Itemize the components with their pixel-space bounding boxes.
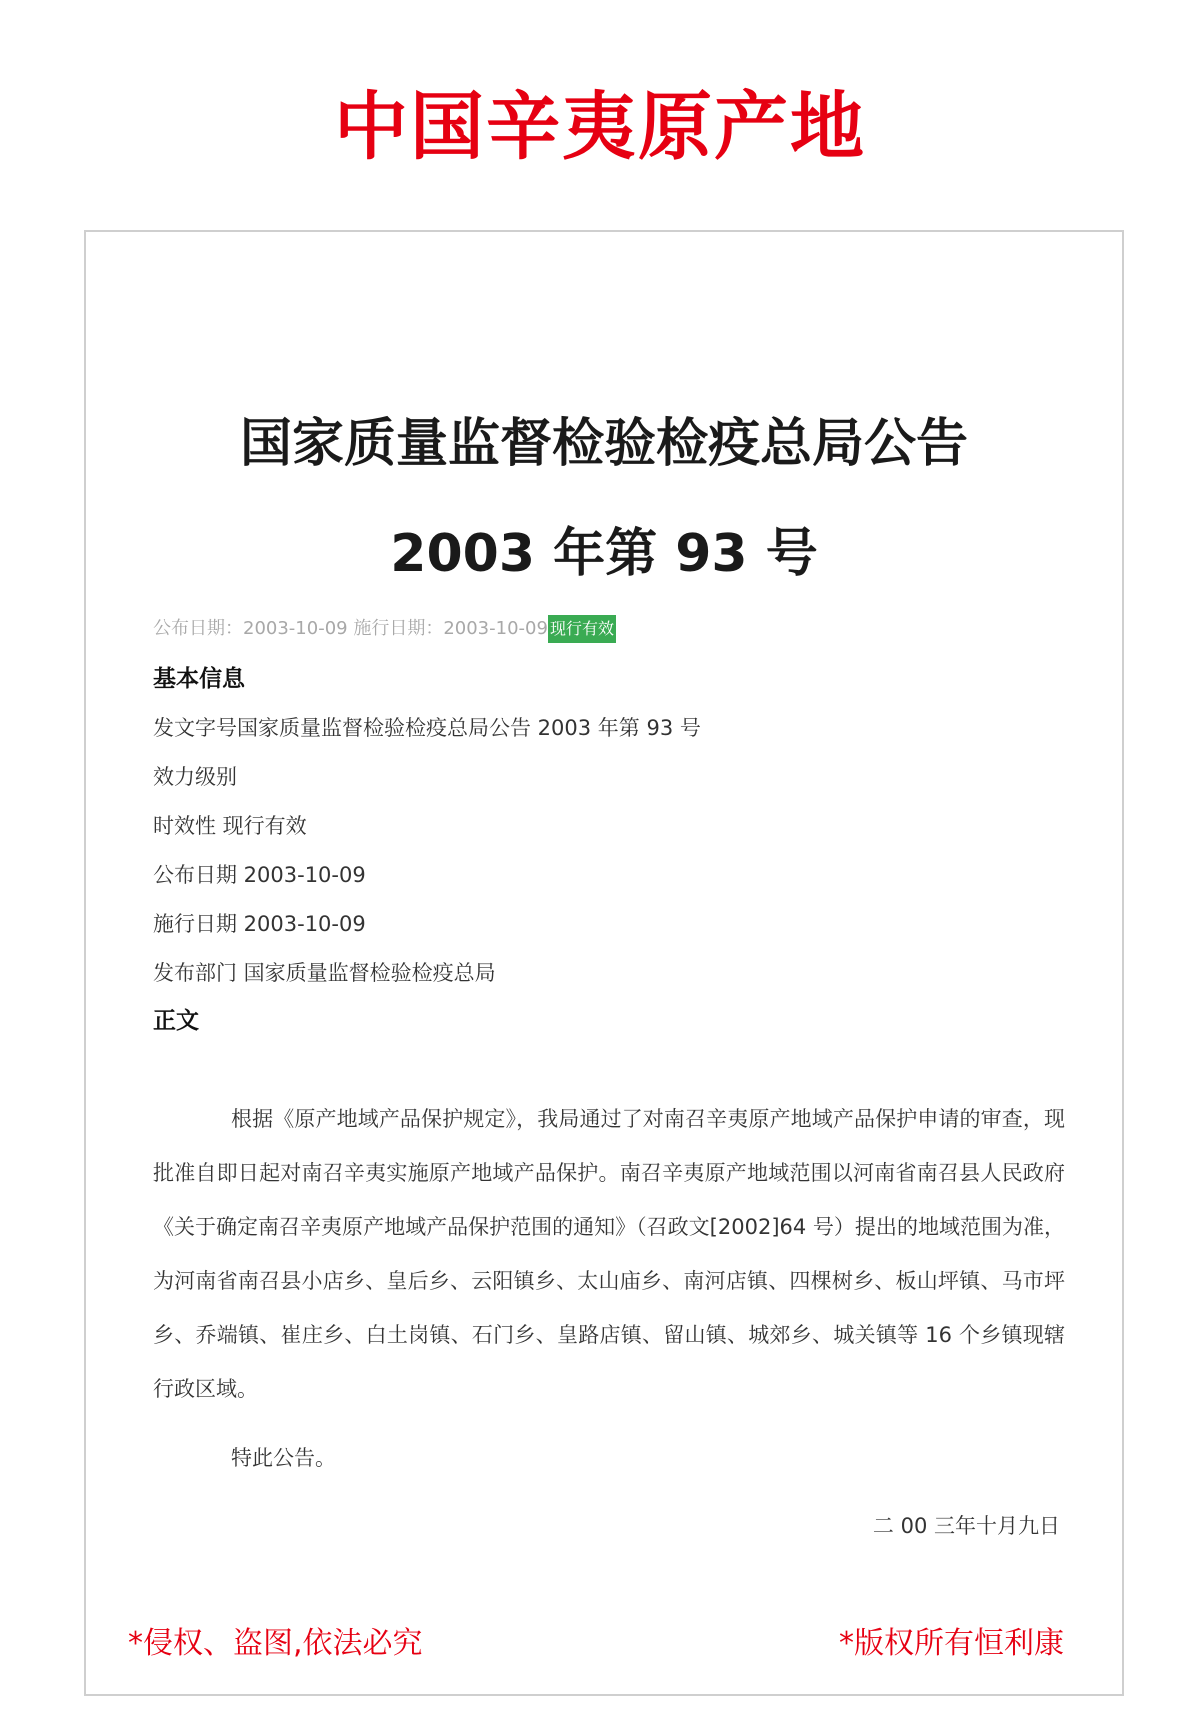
info-document-number: 发文字号国家质量监督检验检疫总局公告 2003 年第 93 号 <box>153 716 701 740</box>
signature-date: 二 00 三年十月九日 <box>872 1514 1060 1538</box>
document-title: 国家质量监督检验检疫总局公告 <box>239 414 968 474</box>
copyright-owner: *版权所有恒利康 <box>839 1626 1064 1661</box>
info-effect-level: 效力级别 <box>153 765 237 789</box>
info-issuing-department: 发布部门 国家质量监督检验检疫总局 <box>153 961 496 985</box>
status-badge: 现行有效 <box>548 615 616 643</box>
document-card <box>84 230 1124 1696</box>
copyright-warning: *侵权、盗图,依法必究 <box>128 1626 423 1661</box>
info-effective-date: 施行日期 2003-10-09 <box>153 912 366 936</box>
closing-statement: 特此公告。 <box>231 1446 336 1470</box>
publish-dates: 公布日期：2003-10-09 施行日期：2003-10-09 <box>153 618 548 639</box>
body-paragraph: 根据《原产地域产品保护规定》，我局通过了对南召辛夷原产地域产品保护申请的审查，现批准自即日起对南召辛夷实施原产地域产品保护。南召辛夷原产地域范围以河南省南召县人民政府《关于确定南召辛夷原产地域产品保护范围的通知》（召政文[2002]64 号）提出的地域范围为准，为河南省南召县小店乡、皇后乡、云阳镇乡、太山庙乡、南河店镇、四棵树乡、板山坪镇、马市坪乡、乔端镇、崔庄乡、白土岗镇、石门乡、皇路店镇、留山镇、城郊乡、城关镇等 16 个乡镇现辖行政区域。 <box>153 1107 1065 1401</box>
info-validity: 时效性 现行有效 <box>153 814 307 838</box>
document-number: 2003 年第 93 号 <box>390 524 818 584</box>
body-heading: 正文 <box>153 1008 199 1034</box>
publish-meta <box>153 614 616 644</box>
basic-info-heading: 基本信息 <box>153 666 245 692</box>
info-publish-date: 公布日期 2003-10-09 <box>153 863 366 887</box>
brand-banner-title: 中国辛夷原产地 <box>334 84 866 170</box>
